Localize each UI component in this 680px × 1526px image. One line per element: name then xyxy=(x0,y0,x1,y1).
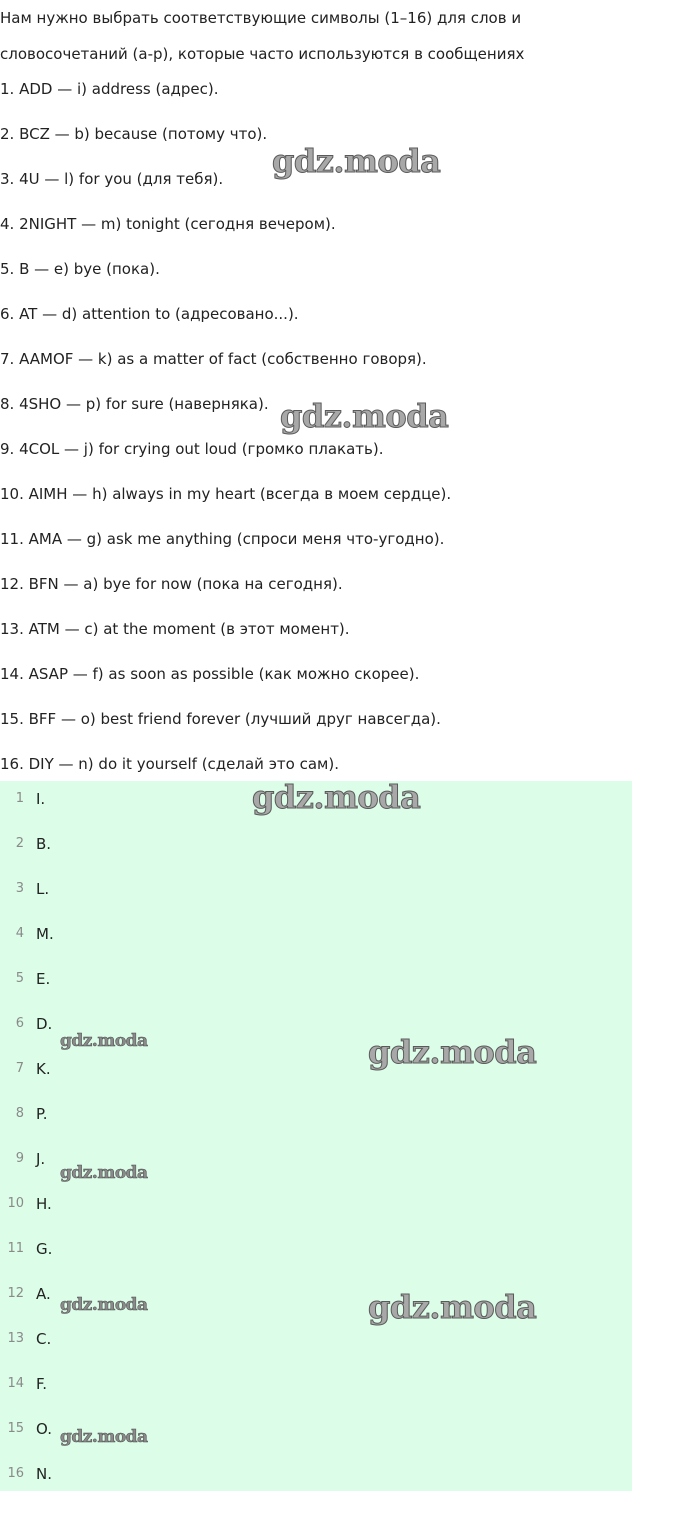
line-number: 13 xyxy=(7,1331,24,1346)
matching-item: 11. AMA — g) ask me anything (спроси меня что-угодно). xyxy=(0,530,445,548)
answer-line xyxy=(0,1456,632,1501)
matching-item: 16. DIY — n) do it yourself (сделай это сам). xyxy=(0,755,339,773)
answer-letter: I. xyxy=(36,790,46,808)
matching-item: 2. BCZ — b) because (потому что). xyxy=(0,125,268,143)
matching-item: 5. B — e) bye (пока). xyxy=(0,260,160,278)
answer-line xyxy=(0,916,632,961)
matching-item: 1. ADD — i) address (адрес). xyxy=(0,80,219,98)
intro-line-1: Нам нужно выбрать соответствующие символы (1–16) для слов и xyxy=(0,9,522,27)
matching-item: 10. AIMH — h) always in my heart (всегда в моем сердце). xyxy=(0,485,452,503)
line-number: 12 xyxy=(7,1286,24,1301)
watermark-logo: gdz.moda xyxy=(60,1031,148,1051)
line-number: 6 xyxy=(15,1016,24,1031)
line-number: 15 xyxy=(7,1421,24,1436)
watermark-logo: gdz.moda xyxy=(60,1427,148,1447)
answer-line xyxy=(0,1006,632,1051)
answer-letter: H. xyxy=(36,1195,52,1213)
line-number: 3 xyxy=(15,881,24,896)
answer-line xyxy=(0,826,632,871)
matching-item: 13. ATM — c) at the moment (в этот момент). xyxy=(0,620,350,638)
answer-line xyxy=(0,1276,632,1321)
answer-line xyxy=(0,871,632,916)
line-number: 9 xyxy=(15,1151,24,1166)
answer-letter: P. xyxy=(36,1105,48,1123)
line-number: 2 xyxy=(15,836,24,851)
answer-line xyxy=(0,1141,632,1186)
answer-letter: E. xyxy=(36,970,51,988)
line-number: 7 xyxy=(15,1061,24,1076)
watermark-logo: gdz.moda xyxy=(272,142,441,180)
watermark-logo: gdz.moda xyxy=(280,397,449,435)
answer-line xyxy=(0,1231,632,1276)
answer-letter: N. xyxy=(36,1465,52,1483)
matching-item: 15. BFF — o) best friend forever (лучший друг навсегда). xyxy=(0,710,441,728)
line-number: 4 xyxy=(15,926,24,941)
matching-item: 9. 4COL — j) for crying out loud (громко плакать). xyxy=(0,440,384,458)
line-number: 16 xyxy=(7,1466,24,1481)
watermark-logo: gdz.moda xyxy=(60,1295,148,1315)
watermark-logo: gdz.moda xyxy=(368,1288,537,1326)
watermark-logo: gdz.moda xyxy=(252,778,421,816)
line-number: 5 xyxy=(15,971,24,986)
matching-item: 14. ASAP — f) as soon as possible (как можно скорее). xyxy=(0,665,420,683)
answer-letter: A. xyxy=(36,1285,51,1303)
answer-letter: J. xyxy=(36,1150,46,1168)
answer-line xyxy=(0,781,632,826)
answer-letter: D. xyxy=(36,1015,53,1033)
answer-letter: M. xyxy=(36,925,54,943)
matching-item: 7. AAMOF — k) as a matter of fact (собственно говоря). xyxy=(0,350,427,368)
answer-letter: L. xyxy=(36,880,50,898)
matching-item: 8. 4SHO — p) for sure (наверняка). xyxy=(0,395,269,413)
answer-letter: B. xyxy=(36,835,52,853)
line-number: 1 xyxy=(15,791,24,806)
matching-item: 4. 2NIGHT — m) tonight (сегодня вечером). xyxy=(0,215,336,233)
watermark-logo: gdz.moda xyxy=(368,1033,537,1071)
matching-list xyxy=(0,71,660,791)
answer-line xyxy=(0,1321,632,1366)
matching-item: 3. 4U — l) for you (для тебя). xyxy=(0,170,224,188)
intro-line-2: словосочетаний (a-p), которые часто используются в сообщениях xyxy=(0,45,525,63)
answer-letter: K. xyxy=(36,1060,51,1078)
line-number: 8 xyxy=(15,1106,24,1121)
answer-line xyxy=(0,1051,632,1096)
line-number: 11 xyxy=(7,1241,24,1256)
task-instructions xyxy=(0,0,660,72)
watermark-logo: gdz.moda xyxy=(60,1163,148,1183)
answer-line xyxy=(0,1096,632,1141)
answer-code-block xyxy=(0,781,632,1491)
answer-letter: C. xyxy=(36,1330,52,1348)
answer-letter: F. xyxy=(36,1375,47,1393)
matching-item: 6. AT — d) attention to (адресовано...). xyxy=(0,305,299,323)
answer-line xyxy=(0,1411,632,1456)
answer-line xyxy=(0,961,632,1006)
line-number: 10 xyxy=(7,1196,24,1211)
answer-letter: G. xyxy=(36,1240,53,1258)
answer-letter: O. xyxy=(36,1420,52,1438)
answer-line xyxy=(0,1366,632,1411)
matching-item: 12. BFN — a) bye for now (пока на сегодня). xyxy=(0,575,343,593)
line-number: 14 xyxy=(7,1376,24,1391)
answer-line xyxy=(0,1186,632,1231)
